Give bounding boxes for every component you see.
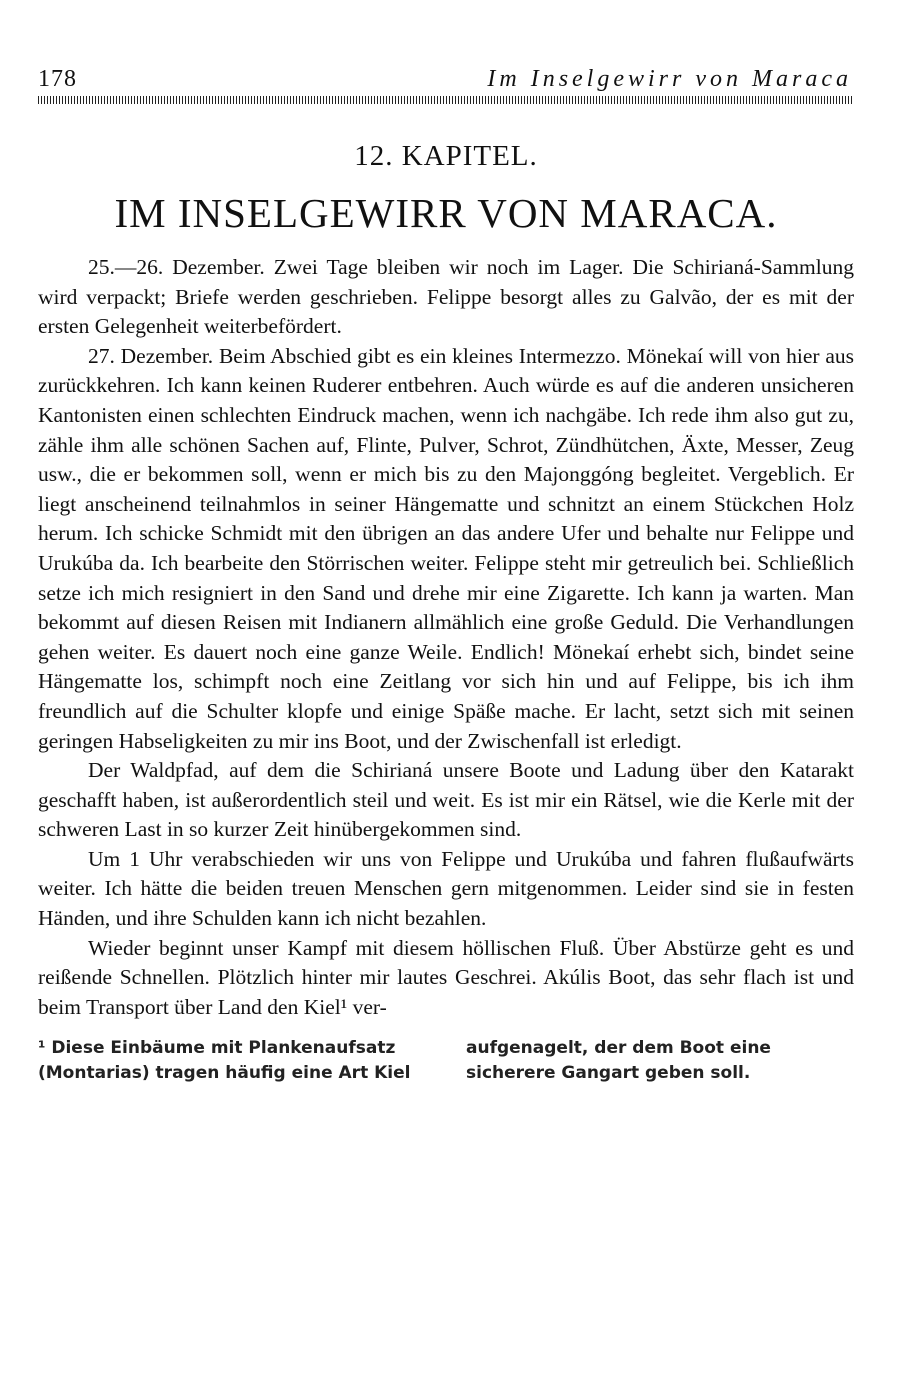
- book-page: [38, 62, 854, 1086]
- footnote-text: ¹ Diese Einbäume mit Plankenaufsatz (Montarias) tragen häufig eine Art Kiel: [38, 1038, 411, 1084]
- footnote-right-column: [466, 1036, 854, 1086]
- chapter-label: 12. KAPITEL.: [354, 140, 538, 172]
- running-title: Im Inselgewirr von Maraca: [487, 66, 852, 92]
- header-rule: [38, 96, 854, 104]
- chapter-title: IM INSELGEWIRR VON MARACA.: [114, 190, 778, 236]
- page-number: 178: [38, 66, 77, 92]
- footnote-text: aufgenagelt, der dem Boot eine sicherere Gangart geben soll.: [466, 1038, 771, 1084]
- paragraph: 25.—26. Dezember. Zwei Tage bleiben wir noch im Lager. Die Schirianá-Sammlung wird verpackt; Briefe werden geschrieben. Felippe besorgt alles zu Galvão, der es mit der ersten Gelegenheit weiterbefördert.: [38, 255, 854, 339]
- running-head: [38, 62, 854, 96]
- paragraph: Wieder beginnt unser Kampf mit diesem höllischen Fluß. Über Abstürze geht es und reißende Schnellen. Plötzlich hinter mir lautes Geschrei. Akúlis Boot, das sehr flach ist und beim Transport über Land den Kiel¹ ver-: [38, 935, 854, 1019]
- footnotes: [38, 1036, 854, 1086]
- paragraph: Um 1 Uhr verabschieden wir uns von Felippe und Urukúba und fahren flußaufwärts weiter. Ich hätte die beiden treuen Menschen gern mitgenommen. Leider sind sie in festen Händen, und ihre Schulden kann ich nicht bezahlen.: [38, 846, 854, 931]
- paragraph: Der Waldpfad, auf dem die Schirianá unsere Boote und Ladung über den Katarakt geschafft haben, ist außerordentlich steil und weit. Es ist mir ein Rätsel, wie die Kerle mit der schweren Last in so kurzer Zeit hinübergekommen sind.: [38, 758, 854, 842]
- paragraph: 27. Dezember. Beim Abschied gibt es ein kleines Intermezzo. Mönekaí will von hier aus zurückkehren. Ich kann keinen Ruderer entbehren. Auch würde es auf die anderen unsicheren Kantonisten einen schlechten Eindruck machen, wenn ich nachgäbe. Ich rede ihm also gut zu, zähle ihm alle schönen Sachen auf, Flinte, Pulver, Schrot, Zündhütchen, Äxte, Messer, Zeug usw., die er bekommen soll, wenn er mich bis zu den Majonggóng begleitet. Vergeblich. Er liegt anscheinend teilnahmlos in seiner Hängematte und schnitzt an einem Stückchen Holz herum. Ich schicke Schmidt mit den übrigen an das andere Ufer und behalte nur Felippe und Urukúba da. Ich bearbeite den Störrischen weiter. Felippe steht mir getreulich bei. Schließlich setze ich mich resigniert in den Sand und drehe mir eine Zigarette. Ich kann ja warten. Man bekommt auf diesen Reisen mit Indianern allmählich eine große Geduld. Die Verhandlungen gehen weiter. Es dauert noch eine ganze Weile. Endlich! Mönekaí erhebt sich, bindet seine Hängematte los, schimpft noch eine Zeitlang vor sich hin und auf Felippe, bis ich ihm freundlich auf die Schulter klopfe und einige Späße mache. Er lacht, setzt sich mit seinen geringen Habseligkeiten zu mir ins Boot, und der Zwischenfall ist erledigt.: [38, 343, 854, 753]
- body-text: [38, 253, 854, 1022]
- footnote-left-column: [38, 1036, 426, 1086]
